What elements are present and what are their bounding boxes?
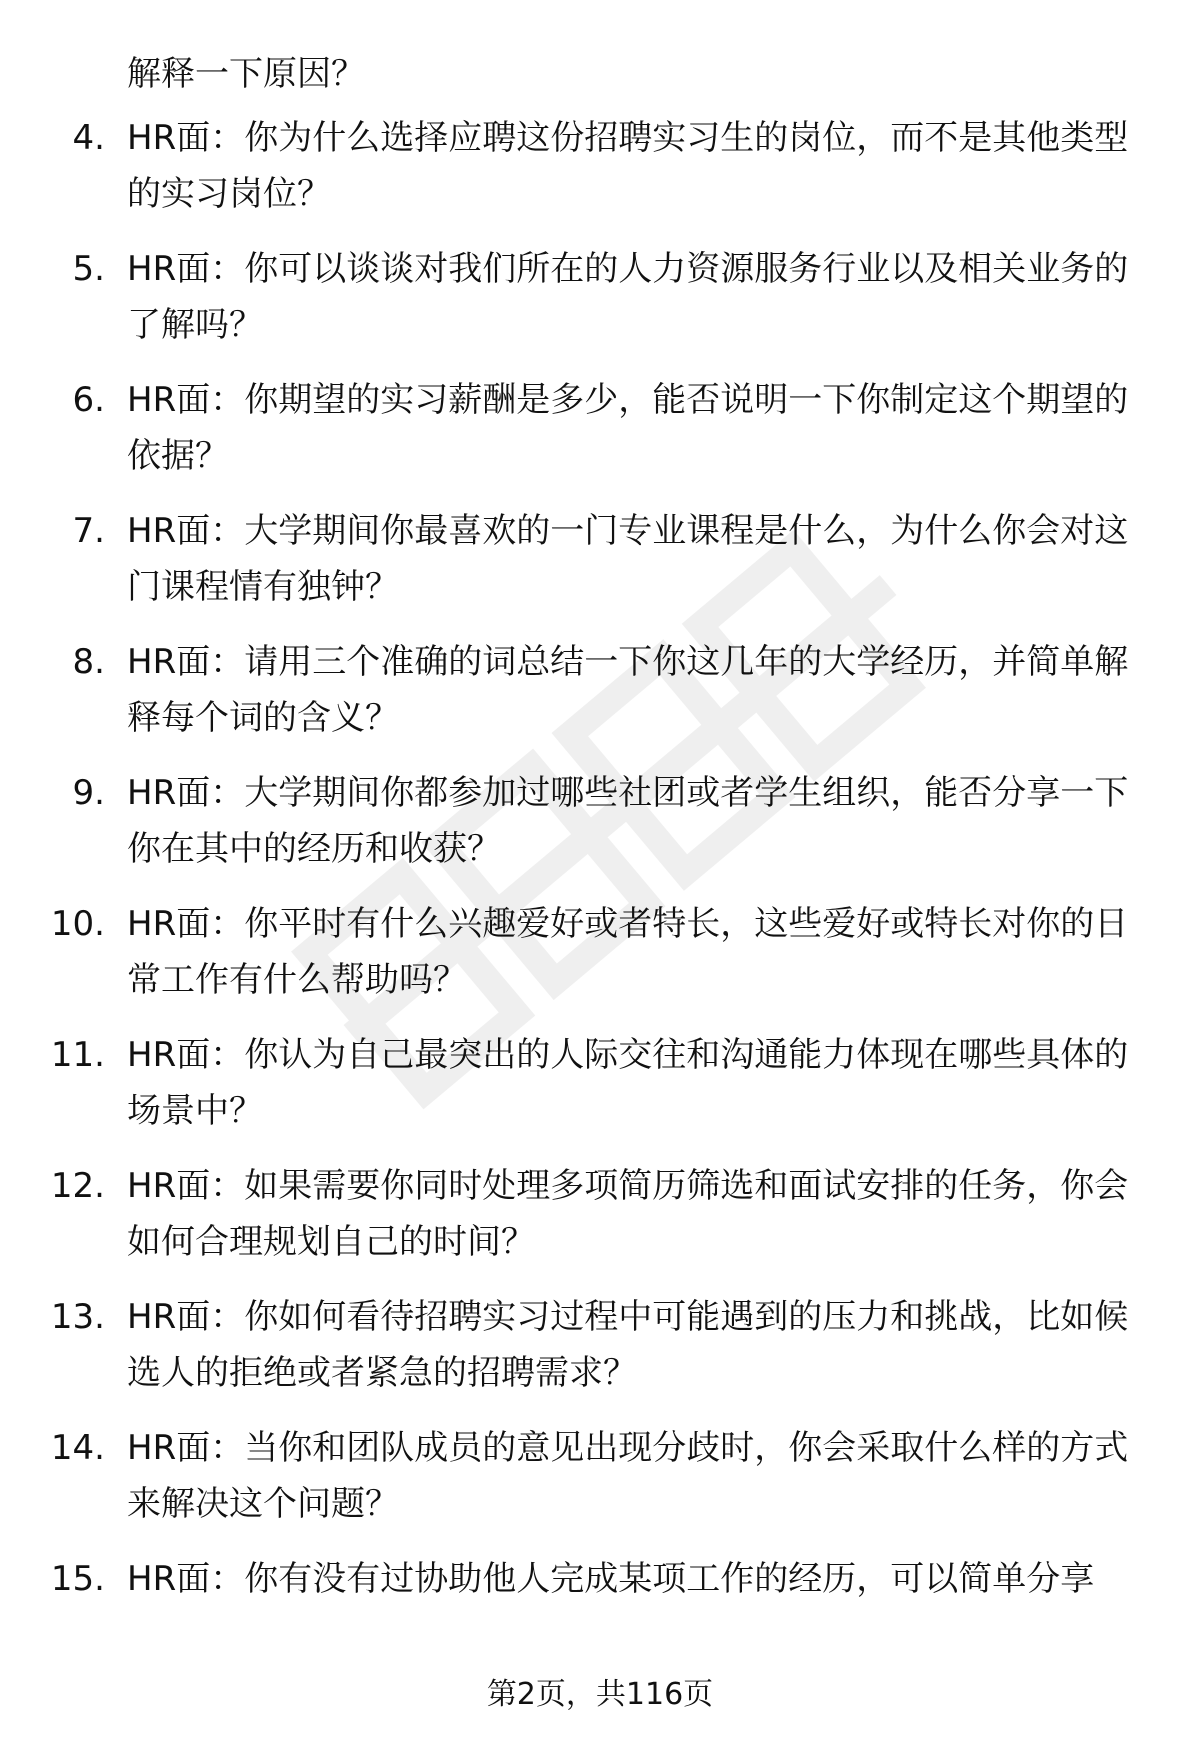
question-number: 14. <box>50 1428 105 1468</box>
question-text: HR面：如果需要你同时处理多项简历筛选和面试安排的任务，你会如何合理规划自己的时间？ <box>127 1166 1129 1262</box>
question-item <box>0 1289 1200 1420</box>
question-text: HR面：大学期间你最喜欢的一门专业课程是什么，为什么你会对这门课程情有独钟？ <box>127 511 1129 607</box>
question-text: HR面：你期望的实习薪酬是多少，能否说明一下你制定这个期望的依据？ <box>127 380 1129 476</box>
question-text: HR面：大学期间你都参加过哪些社团或者学生组织，能否分享一下你在其中的经历和收获？ <box>127 773 1129 869</box>
question-number: 9. <box>72 773 105 813</box>
question-item <box>0 765 1200 896</box>
question-number: 15. <box>50 1559 105 1599</box>
question-text: HR面：你如何看待招聘实习过程中可能遇到的压力和挑战，比如候选人的拒绝或者紧急的招聘需求？ <box>127 1297 1129 1393</box>
question-text: HR面：你有没有过协助他人完成某项工作的经历，可以简单分享 <box>127 1559 1095 1599</box>
question-item <box>0 1420 1200 1551</box>
question-item <box>0 372 1200 503</box>
question-number: 8. <box>72 642 105 682</box>
question-number: 13. <box>50 1297 105 1337</box>
question-text: HR面：你平时有什么兴趣爱好或者特长，这些爱好或特长对你的日常工作有什么帮助吗？ <box>127 904 1129 1000</box>
question-item <box>0 1027 1200 1158</box>
question-text: HR面：你认为自己最突出的人际交往和沟通能力体现在哪些具体的场景中？ <box>127 1035 1129 1131</box>
question-item <box>0 634 1200 765</box>
document-content <box>0 46 1200 1682</box>
question-item <box>0 1551 1200 1682</box>
question-number: 4. <box>72 118 105 158</box>
question-text: HR面：你为什么选择应聘这份招聘实习生的岗位，而不是其他类型的实习岗位？ <box>127 118 1129 214</box>
question-item <box>0 896 1200 1027</box>
question-number: 11. <box>50 1035 105 1075</box>
continuation-text: 解释一下原因？ <box>127 54 365 94</box>
question-number: 12. <box>50 1166 105 1206</box>
question-number: 10. <box>50 904 105 944</box>
question-number: 7. <box>72 511 105 551</box>
question-item <box>0 110 1200 241</box>
question-item <box>0 503 1200 634</box>
question-text: HR面：请用三个准确的词总结一下你这几年的大学经历，并简单解释每个词的含义？ <box>127 642 1129 738</box>
question-list <box>0 110 1200 1682</box>
question-text: HR面：当你和团队成员的意见出现分歧时，你会采取什么样的方式来解决这个问题？ <box>127 1428 1129 1524</box>
page-footer: 第2页，共116页 <box>486 1677 714 1712</box>
question-number: 6. <box>72 380 105 420</box>
question-item <box>0 241 1200 372</box>
question-text: HR面：你可以谈谈对我们所在的人力资源服务行业以及相关业务的了解吗？ <box>127 249 1129 345</box>
question-number: 5. <box>72 249 105 289</box>
question-item <box>0 1158 1200 1289</box>
